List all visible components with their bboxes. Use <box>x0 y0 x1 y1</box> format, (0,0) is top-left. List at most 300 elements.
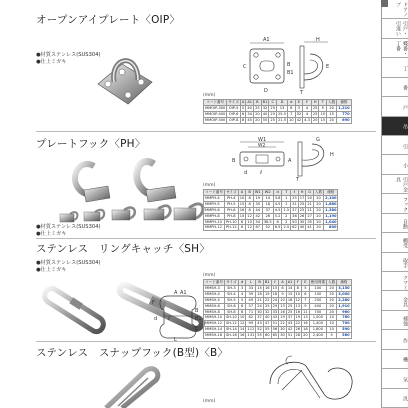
table-header-cell: B1 <box>262 100 268 104</box>
price-cell: 3,000 <box>338 291 350 296</box>
table-cell: 4 <box>238 291 246 297</box>
price-cell: 590 <box>337 327 351 333</box>
table-cell: 15 <box>327 111 337 117</box>
material-ph: ●材質ステンレス(SUS304) <box>36 224 101 230</box>
unit-label: (mm) <box>203 183 216 188</box>
table-cell: 2 <box>282 213 291 219</box>
price-cell: 1,210 <box>338 105 350 110</box>
table-cell: SH-3 <box>224 285 238 291</box>
table-cell: 25 <box>264 303 270 308</box>
table-header-cell: A <box>238 190 246 196</box>
table-cell: MMSH-16 <box>204 333 225 339</box>
sidebar-tab[interactable]: 汎 <box>382 389 408 408</box>
table-cell: 32 <box>296 111 302 116</box>
table-cell: 37 <box>287 315 293 320</box>
table-header-cell: サイズ <box>226 280 237 284</box>
table-header-cell: 使用荷重 <box>310 280 326 284</box>
table-header-cell: A <box>241 100 245 104</box>
ph-dim-label: T <box>296 177 300 182</box>
price-cell: 560 <box>337 333 351 339</box>
table-cell: 13 <box>303 315 308 320</box>
table-cell: 21.5 <box>277 117 286 122</box>
sidebar-tab[interactable]: 作 <box>382 330 408 349</box>
table-cell: PH-12 <box>225 225 237 230</box>
table-cell: 20 <box>313 219 323 225</box>
table-cell: 19 <box>264 291 270 296</box>
table-cell: 30 <box>299 219 305 224</box>
table-row <box>204 333 352 339</box>
table-cell: 16 <box>264 285 270 290</box>
table-cell: PH-6 <box>224 207 238 213</box>
sidebar-tab[interactable]: 吊 <box>382 117 408 136</box>
table-header-cell: サイズ <box>228 100 239 104</box>
table-cell: 12 <box>247 225 252 230</box>
table-cell: 14 <box>287 285 293 290</box>
finish-oip: ●仕上ミガキ <box>36 59 67 65</box>
table-cell: 8 <box>238 309 246 315</box>
table-header-cell: W1 <box>254 190 261 194</box>
table-cell: 8 <box>246 195 254 201</box>
price-cell: 1,910 <box>338 303 350 308</box>
table-cell: OIP-8 <box>228 117 239 122</box>
table-cell: 22 <box>280 321 285 326</box>
table-cell: 51 <box>287 333 293 338</box>
table-cell: 20 <box>312 117 318 122</box>
table-cell: 20 <box>313 207 323 213</box>
table-cell: 40 <box>264 315 270 320</box>
table-cell: 43 <box>272 315 278 320</box>
page-corner-marker <box>381 0 388 7</box>
table-cell: 18 <box>303 327 308 332</box>
ph-dim-label: A <box>288 158 292 164</box>
table-cell: 1.5 <box>283 207 290 212</box>
table-cell: 25 <box>270 105 275 110</box>
ph-dim-label: d <box>244 170 248 176</box>
table-cell: 10 <box>280 297 285 302</box>
table-cell: 15 <box>272 285 278 290</box>
table-cell: SH-4 <box>224 291 238 297</box>
oip-dim-label: A1 <box>263 37 270 43</box>
unit-label: (mm) <box>203 399 216 404</box>
table-cell: 20 <box>327 309 337 315</box>
table-cell: MMSH-12 <box>204 321 225 327</box>
table-cell: SH-14 <box>225 327 237 332</box>
price-cell: 1,040 <box>325 219 337 224</box>
eye-plate-photo <box>88 42 158 112</box>
table-cell: MMSH-14 <box>204 327 225 333</box>
sidebar-tab[interactable]: 引戸金具 <box>382 175 408 194</box>
table-cell: 32 <box>264 309 270 314</box>
table-cell: 20 <box>327 297 337 303</box>
table-cell: 1,000 <box>309 315 326 321</box>
table-cell: OIP-6 <box>228 111 239 116</box>
table-cell: 29 <box>272 303 278 308</box>
table-cell: 10 <box>295 291 301 296</box>
table-cell: 400 <box>309 303 326 309</box>
ph-dim-label: G <box>316 137 320 143</box>
table-cell: 45 <box>247 117 252 122</box>
table-cell: SH-6 <box>224 303 238 309</box>
table-cell: 19 <box>295 315 301 320</box>
table-header-cell: B <box>254 100 262 106</box>
table-cell: 16 <box>239 333 245 338</box>
table-cell: MMPH-4 <box>204 195 225 201</box>
table-cell: PH-10 <box>225 219 237 224</box>
section-title-b: ステンレス スナップフック(B型)〈B〉 <box>36 347 229 359</box>
unit-label: (mm) <box>203 93 216 98</box>
table-cell: 71 <box>246 309 256 315</box>
oip-dim-label: D <box>264 88 268 94</box>
table-cell: 1,400 <box>309 321 326 327</box>
section-title-ph: プレートフック〈PH〉 <box>36 138 146 150</box>
table-cell: MMSH-10 <box>204 315 225 321</box>
table-header-cell: 入数 <box>328 280 336 284</box>
table-cell: 25 <box>299 201 305 206</box>
table-cell: 20 <box>307 195 312 200</box>
table-cell: 4.5 <box>274 201 281 206</box>
table-cell: 32 <box>262 105 268 110</box>
table-cell: 9 <box>302 303 310 309</box>
table-header-cell: サイズ <box>226 190 237 194</box>
table-cell: 38 <box>292 213 297 218</box>
table-cell: 6 <box>273 219 282 225</box>
table-cell: 65 <box>272 333 278 338</box>
sidebar-tab[interactable]: フック <box>382 194 408 213</box>
table-header-cell: F <box>294 280 302 286</box>
table-cell: 52 <box>262 225 273 231</box>
price-cell: 960 <box>337 309 351 315</box>
table-header-cell: コード番号 <box>205 190 223 194</box>
table-cell: 18 <box>272 291 278 296</box>
ph-dim-label: B <box>232 158 236 164</box>
table-header-cell: G <box>306 190 314 196</box>
table-cell: 40 <box>299 225 305 230</box>
table-cell: 1 <box>282 201 291 207</box>
table-cell: 12 <box>295 297 301 302</box>
table-cell: 25 <box>270 117 275 122</box>
table-cell: 112 <box>247 327 255 332</box>
table-cell: 6 <box>302 291 310 297</box>
table-cell: 25 <box>255 105 260 110</box>
table-cell: 62 <box>292 225 297 230</box>
table-cell: 700 <box>309 309 326 315</box>
table-cell: 20 <box>313 225 323 231</box>
sidebar-tab[interactable]: 引戸・引違い <box>382 19 408 38</box>
section-divider <box>36 238 376 239</box>
table-cell: 5 <box>327 333 337 339</box>
table-cell: 24 <box>272 297 278 302</box>
table-cell: MMSH-8 <box>204 309 225 315</box>
table-cell: MMPH-12 <box>204 225 225 231</box>
sidebar-tab[interactable]: 取手 <box>382 253 408 272</box>
table-cell: 13 <box>295 303 301 308</box>
sidebar-tab[interactable]: 小 <box>382 155 408 174</box>
table-cell: 20 <box>313 195 323 201</box>
table-cell: 8 <box>279 285 287 291</box>
table-cell: 22 <box>264 297 270 302</box>
table-header-cell: 価格 <box>337 280 351 286</box>
sidebar-tab[interactable]: 気 <box>382 369 408 388</box>
table-header-cell: d <box>288 100 296 106</box>
table-cell: 250 <box>309 297 326 303</box>
table-cell: 6 <box>288 105 296 111</box>
sidebar-tab[interactable]: 補強 <box>382 311 408 330</box>
table-cell: 27 <box>307 213 312 218</box>
table-cell: 22 <box>295 321 301 326</box>
table-cell: 25.5 <box>277 111 286 116</box>
table-cell: 82 <box>246 315 256 321</box>
sidebar-tab[interactable]: 丁 <box>382 58 408 77</box>
ph-dim-label: ℓ <box>260 170 263 176</box>
table-cell: 26 <box>295 327 301 332</box>
table-cell: 15 <box>257 285 262 290</box>
table-header-cell: 入数 <box>314 190 323 194</box>
table-header-cell: C <box>269 100 277 106</box>
material-oip: ●材質ステンレス(SUS304) <box>36 52 101 58</box>
table-cell: SH-16 <box>225 333 237 338</box>
table-cell: 57 <box>246 303 256 309</box>
table-cell: 3 <box>238 285 246 291</box>
material-sh: ●材質ステンレス(SUS304) <box>36 260 101 266</box>
table-cell: 10 <box>327 327 337 333</box>
sh-dim-label: F <box>152 300 155 306</box>
table-cell: MMSH-4 <box>204 291 225 297</box>
plate-hook-photo <box>56 152 206 232</box>
table-cell: 13 <box>280 303 285 308</box>
table-header-cell: B1 <box>264 280 270 284</box>
table-cell: 20 <box>327 303 337 309</box>
table-header-cell: W2 <box>262 190 273 196</box>
table-cell: 67 <box>253 225 262 231</box>
sh-dim-label: A1 <box>180 290 187 296</box>
table-cell: 55 <box>264 327 270 332</box>
table-cell: 26 <box>262 213 273 219</box>
oip-dim-label: B <box>287 62 291 68</box>
table-cell: 99 <box>246 321 256 327</box>
sidebar-tab[interactable]: ツマミ <box>382 272 408 291</box>
table-cell: 16 <box>239 207 245 212</box>
table-cell: 25 <box>287 309 293 314</box>
table-cell: 10 <box>327 315 337 321</box>
ph-dim-label: H <box>330 152 334 158</box>
price-cell: 690 <box>337 117 351 123</box>
table-cell: 18 <box>287 297 293 302</box>
sidebar-tab[interactable]: 引 <box>382 136 408 155</box>
table-cell: PH-4 <box>224 195 238 201</box>
sidebar-tab[interactable]: ドアノブ <box>382 0 408 19</box>
table-cell: 20 <box>255 111 260 116</box>
table-cell: 49 <box>246 297 256 303</box>
table-cell: 7 <box>288 111 296 117</box>
table-cell: 43 <box>287 321 293 326</box>
sh-dim-label: E <box>195 326 199 332</box>
table-cell: 42 <box>296 117 302 122</box>
ph-dim-label: W1 <box>258 137 267 143</box>
table-cell: MMPH-10 <box>204 219 225 225</box>
table-cell: 10 <box>327 321 337 327</box>
oip-dim-label: E <box>326 64 330 70</box>
table-header-cell: コード番号 <box>205 280 223 284</box>
table-cell: 25 <box>299 207 305 212</box>
sidebar-tab[interactable]: 金具 <box>382 291 408 310</box>
table-header-cell: 価格 <box>324 190 338 196</box>
table-cell: 21 <box>257 297 262 302</box>
table-header-cell: E <box>295 100 303 106</box>
oip-dim-label: C <box>243 64 247 70</box>
table-cell: 41 <box>307 225 312 230</box>
spec-table-oip <box>203 99 352 124</box>
table-cell: 51 <box>272 321 278 326</box>
section-divider <box>36 341 376 342</box>
table-header-cell: ℓ <box>291 190 299 196</box>
table-cell: 8 <box>246 201 254 207</box>
table-cell: 20 <box>313 201 323 207</box>
table-cell: 14 <box>239 327 245 332</box>
sh-dim-label: d <box>154 316 158 322</box>
table-cell: 21 <box>307 207 312 212</box>
table-cell: 35 <box>253 201 262 207</box>
table-cell: 5 <box>302 285 310 291</box>
table-cell: 20 <box>327 291 337 297</box>
price-cell: 700 <box>337 321 351 327</box>
table-cell: MMSH-5 <box>204 297 225 303</box>
table-cell: 6 <box>241 111 245 116</box>
table-cell: 30 <box>280 327 285 332</box>
sidebar-tab[interactable]: 自動 <box>382 214 408 233</box>
table-cell: 10 <box>247 219 252 224</box>
price-cell: 3,150 <box>338 285 350 290</box>
table-cell: 11 <box>303 309 308 314</box>
table-cell: 25 <box>270 111 275 116</box>
table-cell: 100 <box>309 285 326 291</box>
table-cell: 25 <box>287 303 293 308</box>
table-header-cell: H <box>298 190 306 196</box>
price-cell: 1,190 <box>325 213 337 218</box>
index-sidebar <box>381 0 408 408</box>
table-cell: 28 <box>295 333 301 338</box>
table-cell: 35 <box>307 219 312 224</box>
table-cell: 30 <box>257 309 262 314</box>
table-cell: 1 <box>282 195 291 201</box>
table-cell: 56 <box>272 327 278 332</box>
table-cell: 6 <box>238 303 246 309</box>
section-title-oip: オープンアイプレート〈OIP〉 <box>36 14 181 26</box>
table-cell: 37 <box>292 207 297 212</box>
table-cell: 3 <box>295 105 303 111</box>
table-cell: 5.2 <box>274 213 281 218</box>
table-cell: 20 <box>327 105 337 111</box>
table-cell: 42 <box>287 327 293 332</box>
table-header-cell: L <box>246 280 256 286</box>
table-cell: 12 <box>247 213 252 218</box>
table-cell: SH-5 <box>224 297 238 303</box>
table-header-cell: F <box>303 100 312 106</box>
table-cell: 18 <box>262 201 273 207</box>
table-cell: 40 <box>262 111 268 116</box>
table-cell: 33 <box>272 309 278 314</box>
table-header-cell: d <box>238 280 246 286</box>
table-cell: 6 <box>238 225 246 231</box>
table-header-cell: H <box>311 100 319 106</box>
table-cell: 33 <box>246 285 256 291</box>
table-cell: 6 <box>238 219 246 225</box>
table-header-cell: 価格 <box>337 100 351 106</box>
snap-hook-photo <box>96 362 166 408</box>
table-cell: 5 <box>319 105 327 111</box>
table-cell: 150 <box>309 291 326 297</box>
table-cell: 44 <box>253 207 262 213</box>
oip-dim-label: T <box>300 90 304 96</box>
table-cell: 1,800 <box>309 327 326 333</box>
table-cell: 20 <box>313 213 323 219</box>
sidebar-tab[interactable]: 戸 <box>382 97 408 116</box>
table-cell: 31 <box>292 201 297 206</box>
table-cell: 42 <box>253 213 262 219</box>
sh-dim-label: ℓ <box>168 316 171 322</box>
table-cell: MMOIP-300 <box>205 105 226 110</box>
table-cell: 10 <box>239 315 245 320</box>
price-cell: 2,100 <box>325 195 337 200</box>
table-cell: 4 <box>303 105 312 111</box>
table-cell: 17 <box>299 195 305 200</box>
table-cell: 24 <box>257 303 262 308</box>
table-cell: OIP-5 <box>228 105 239 110</box>
sidebar-tab[interactable]: 蝶番・丁番 <box>382 39 408 58</box>
price-cell: 1,380 <box>325 207 337 212</box>
table-cell: 12 <box>239 321 245 326</box>
table-cell: 7 <box>302 297 310 303</box>
plate-hook-diagram <box>226 136 346 182</box>
table-cell: 36.5 <box>263 219 272 224</box>
table-cell: 52 <box>257 327 262 332</box>
table-header-cell: コード番号 <box>204 100 227 106</box>
table-cell: 43 <box>257 321 262 326</box>
sidebar-tab[interactable]: 番 <box>382 78 408 97</box>
table-cell: 55 <box>262 117 268 122</box>
table-cell: MMSH-6 <box>204 303 225 309</box>
table-cell: 3.8 <box>274 195 281 200</box>
table-cell: 50 <box>292 219 297 224</box>
table-cell: MMSH-3 <box>204 285 225 291</box>
table-cell: 14 <box>262 195 273 201</box>
table-cell: 8 <box>241 117 245 122</box>
price-cell: 800 <box>324 225 338 231</box>
sidebar-tab[interactable]: 機 <box>382 350 408 369</box>
sidebar-tab[interactable]: 棚受 <box>382 233 408 252</box>
table-cell: 20 <box>327 117 337 123</box>
table-row <box>204 117 352 123</box>
table-cell: 54 <box>253 219 262 225</box>
table-cell: SH-8 <box>224 309 238 315</box>
spec-table-ph <box>203 189 338 231</box>
table-cell: MMOIP-400 <box>205 111 226 116</box>
table-cell: 8 <box>246 207 254 213</box>
table-cell: 16 <box>295 309 301 314</box>
table-cell: MMOIP-500 <box>205 117 226 122</box>
table-cell: 4.5 <box>274 207 281 212</box>
table-cell: 9 <box>279 291 287 297</box>
table-header-cell: A1 <box>287 280 293 284</box>
table-cell: 34 <box>247 111 252 116</box>
table-cell: 26 <box>299 213 305 218</box>
table-cell: MMPH-5 <box>204 201 225 207</box>
table-cell: 21 <box>307 201 312 206</box>
price-cell: 2,280 <box>338 297 350 302</box>
table-cell: 18 <box>257 291 262 296</box>
table-cell: 60 <box>264 333 270 338</box>
snap-hook-diagram <box>262 354 362 408</box>
table-header-cell: E <box>302 280 310 286</box>
